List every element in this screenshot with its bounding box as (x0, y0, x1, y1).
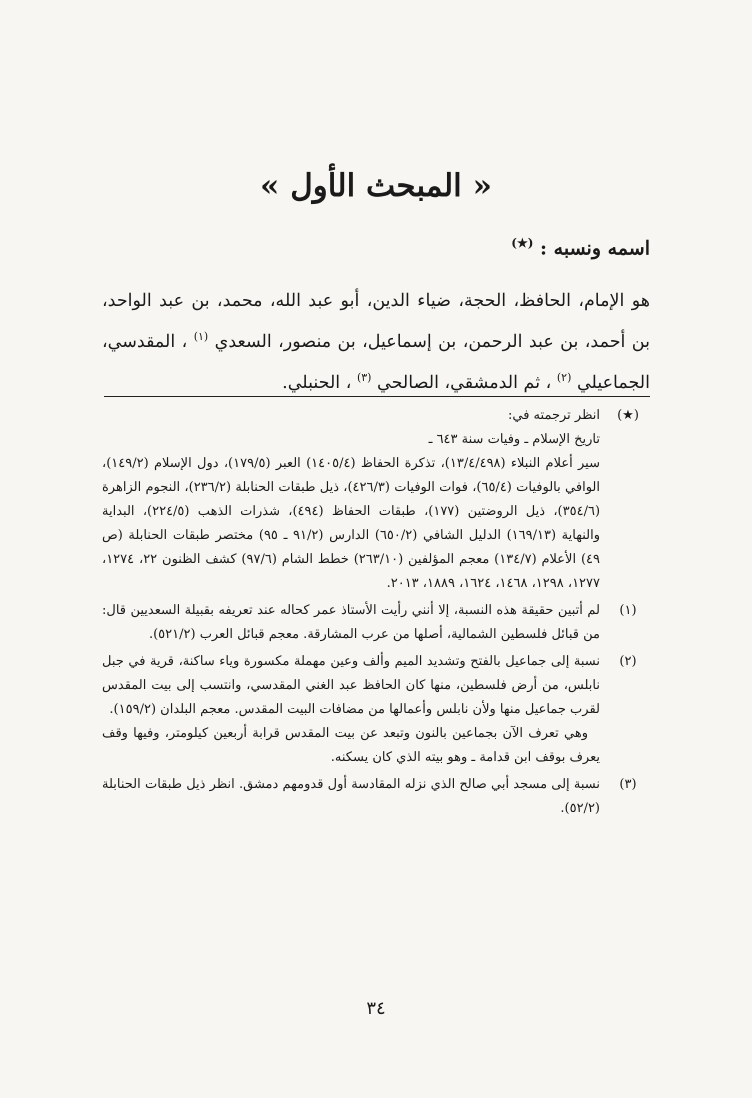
body-paragraph (102, 283, 650, 401)
footnote-line: انظر ترجمته في: (508, 408, 600, 423)
footnote-line: تاريخ الإسلام ـ وفيات سنة ٦٤٣ ـ (428, 432, 600, 447)
body-part-1: هو الإمام، الحافظ، الحجة، ضياء الدين، أبو عبد الله، محمد، بن عبد الواحد، بن أحمد، بن عبد الرحمن، بن إسماعيل، بن منصور، السعدي (102, 291, 650, 352)
footnote-extra: وهي تعرف الآن بجماعين بالنون وتبعد عن بيت المقدس قرابة أربعين كيلومتر، وفيها وقف يعرف بوقف ابن قدامة ـ وهو بيته الذي كان يسكنه. (102, 726, 600, 765)
footnote-ref-1: (١) (193, 330, 209, 343)
footnote-2 (102, 650, 650, 770)
footnote-marker: (٢) (619, 654, 637, 669)
body-part-2: ، المقدسي، الجماعيلي (102, 331, 650, 393)
chapter-title: « المبحث الأول » (260, 168, 492, 204)
footnote-ref-3: (٣) (356, 370, 372, 384)
footnote-star (102, 404, 650, 596)
section-heading (511, 236, 650, 259)
footnote-line: نسبة إلى مسجد أبي صالح الذي نزله المقادسة أول قدومهم دمشق. انظر ذيل طبقات الحنابلة (٥٢/٢). (102, 777, 600, 816)
footnote-line: نسبة إلى جماعيل بالفتح وتشديد الميم وألف وعين مهملة مكسورة وياء ساكنة، قرية في جبل نابلس، من أرض فلسطين، منها كان الحافظ عبد الغني المقدسي، وانتسب إلى بيت المقدس لقرب جماعيل منها ولأن نابلس وأعمالها من مضافات البيت المقدس. معجم البلدان (١٥٩/٢). (102, 654, 600, 717)
footnote-3 (102, 773, 650, 821)
body-part-3: ، ثم الدمشقي، الصالحي (377, 372, 552, 393)
footnote-marker: (★) (617, 408, 639, 423)
heading-text: اسمه ونسبه : (540, 237, 650, 260)
footnote-ref-2: (٢) (556, 370, 572, 384)
footnotes (102, 404, 650, 824)
page-number: ٣٤ (366, 998, 386, 1019)
footnote-marker: (١) (619, 603, 637, 618)
body-part-4: ، الحنبلي. (282, 372, 352, 393)
footnote-marker: (٣) (619, 777, 637, 792)
heading-footnote-marker: (★) (511, 236, 534, 250)
footnote-separator (104, 396, 650, 397)
footnote-line: سير أعلام النبلاء (١٣/٤/٤٩٨)، تذكرة الحفاظ (١٤٠٥/٤) العبر (١٧٩/٥)، دول الإسلام (١٤٩/٢)، الوافي بالوفيات (٦٥/٤)، فوات الوفيات (٤٢٦/٣)، ذيل طبقات الحنابلة (٢٣٦/٢)، النجوم الزاهرة (٣٥٤/٦)، ذيل الروضتين (١٧٧)، طبقات الحفاظ (٤٩٤)، شذرات الذهب (٢٢٤/٥)، البداية والنهاية (١٦٩/١٣) الدليل الشافي (٦٥٠/٢) الدارس (٩١/٢ ـ ٩٥) مختصر طبقات الحنابلة (ص ٤٩) الأعلام (١٣٤/٧) معجم المؤلفين (٢٦٣/١٠) خطط الشام (٩٧/٦) كشف الظنون ٢٢، ١٢٧٤، ١٢٧٧، ١٢٩٨، ١٤٦٨، ١٦٢٤، ١٨٨٩، ٢٠١٣. (102, 456, 601, 591)
footnote-line: لم أتبين حقيقة هذه النسبة، إلا أنني رأيت الأستاذ عمر كحاله عند تعريفه بقبيلة السعديين قال: من قبائل فلسطين الشمالية، أصلها من عرب المشارقة. معجم قبائل العرب (٥٢١/٢). (102, 603, 600, 642)
footnote-1 (102, 599, 650, 647)
